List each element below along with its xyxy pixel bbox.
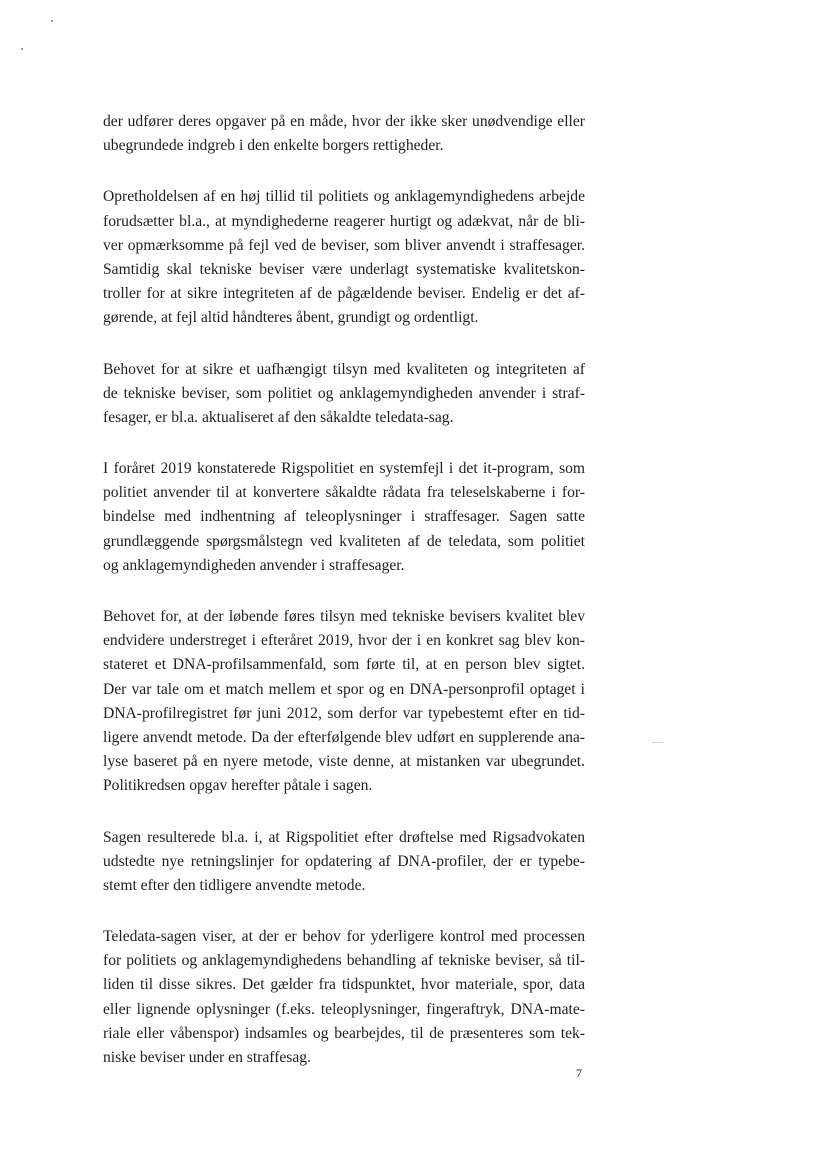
scan-mark xyxy=(652,742,664,743)
text-line: Behovet for, at der løbende føres tilsyn med tekniske bevisers kvalitet blev xyxy=(103,608,585,625)
text-line: eller lignende oplysninger (f.eks. teleoplysninger, fingeraftryk, DNA-mate- xyxy=(103,1000,585,1018)
paragraph xyxy=(103,185,585,330)
text-line: niske beviser under en straffesag. xyxy=(103,1049,311,1066)
scan-speck xyxy=(21,48,23,50)
paragraph xyxy=(103,358,585,431)
paragraph xyxy=(103,110,585,158)
text-line: troller for at sikre integriteten af de pågældende beviser. Endelig er det af- xyxy=(103,285,585,303)
text-line: Samtidig skal tekniske beviser være underlagt systematiske kvalitetskon- xyxy=(103,260,585,278)
text-line: DNA-profilregistret før juni 2012, som derfor var typebestemt efter en tid- xyxy=(103,704,585,722)
text-line: ligere anvendt metode. Da der efterfølgende blev udført en supplerende ana- xyxy=(103,728,585,746)
paragraph xyxy=(103,925,585,1070)
text-line: endvidere understreget i efteråret 2019, hvor der i en konkret sag blev kon- xyxy=(103,632,585,650)
text-line: stemt efter den tidligere anvendte metode. xyxy=(103,876,366,894)
paragraph xyxy=(103,826,585,899)
page-number: 7 xyxy=(576,1066,582,1080)
scan-speck xyxy=(51,20,53,22)
text-line: gørende, at fejl altid håndteres åbent, grundigt og ordentligt. xyxy=(103,309,479,327)
text-line: fesager, er bl.a. aktualiseret af den såkaldte teledata-sag. xyxy=(103,408,454,426)
text-line: der udfører deres opgaver på en måde, hvor der ikke sker unødvendige eller xyxy=(103,113,585,130)
text-line: bindelse med indhentning af teleoplysninger i straffesager. Sagen satte xyxy=(103,508,585,526)
text-line: de tekniske beviser, som politiet og anklagemyndigheden anvender i straf- xyxy=(103,384,585,402)
text-line: ubegrundede indgreb i den enkelte borgers rettigheder. xyxy=(103,137,444,155)
text-line: og anklagemyndigheden anvender i straffesager. xyxy=(103,556,405,574)
text-line: Teledata-sagen viser, at der er behov for yderligere kontrol med processen xyxy=(103,928,585,946)
text-line: liden til disse sikres. Det gælder fra tidspunktet, hvor materiale, spor, data xyxy=(103,976,585,994)
text-line: riale eller våbenspor) indsamles og bearbejdes, til de præsenteres som tek- xyxy=(103,1024,585,1042)
text-line: lyse baseret på en nyere metode, viste denne, at mistanken var ubegrundet. xyxy=(103,753,585,771)
text-line: Politikredsen opgav herefter påtale i sagen. xyxy=(103,777,373,795)
body-text xyxy=(103,110,585,1097)
text-line: I foråret 2019 konstaterede Rigspolitiet en systemfejl i det it-program, som xyxy=(103,460,585,478)
text-line: forudsætter bl.a., at myndighederne reagerer hurtigt og adækvat, når de bli- xyxy=(103,212,585,230)
text-line: Der var tale om et match mellem et spor og en DNA-personprofil optaget i xyxy=(103,680,585,698)
text-line: Opretholdelsen af en høj tillid til politiets og anklagemyndighedens arbejde xyxy=(103,188,585,206)
text-line: udstedte nye retningslinjer for opdatering af DNA-profiler, der er typebe- xyxy=(103,852,585,870)
text-line: Sagen resulterede bl.a. i, at Rigspolitiet efter drøftelse med Rigsadvokaten xyxy=(103,828,585,846)
text-line: stateret et DNA-profilsammenfald, som førte til, at en person blev sigtet. xyxy=(103,656,585,674)
text-line: grundlæggende spørgsmålstegn ved kvaliteten af de teledata, som politiet xyxy=(103,532,585,550)
text-line: politiet anvender til at konvertere såkaldte rådata fra teleselskaberne i for- xyxy=(103,484,585,502)
text-line: Behovet for at sikre et uafhængigt tilsyn med kvaliteten og integriteten af xyxy=(103,360,585,378)
paragraph xyxy=(103,457,585,578)
paragraph xyxy=(103,605,585,799)
text-line: for politiets og anklagemyndighedens behandling af tekniske beviser, så til- xyxy=(103,952,585,970)
text-line: ver opmærksomme på fejl ved de beviser, som bliver anvendt i straffesager. xyxy=(103,236,585,254)
